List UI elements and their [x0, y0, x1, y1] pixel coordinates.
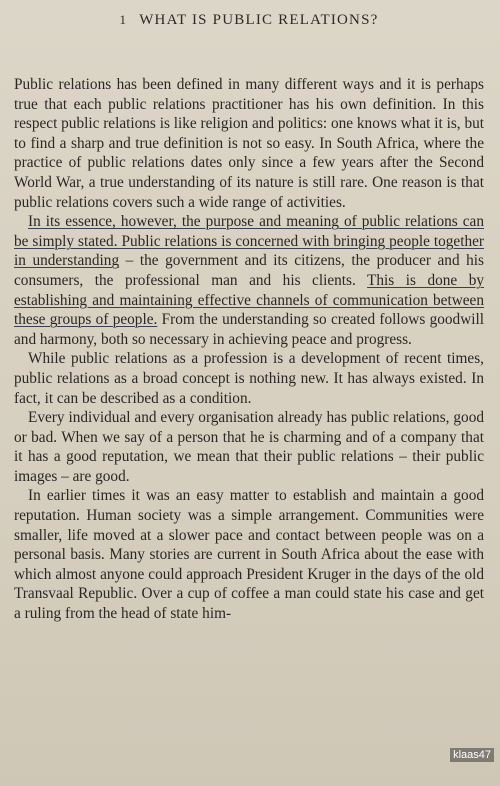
paragraph-4: Every individual and every organisation already has public relations, good or bad. When we say of a person that he is charming and of a company that it has a good reputation, we mean that their public relations – their public images – are good.: [14, 409, 484, 485]
paragraph-5: In earlier times it was an easy matter to establish and maintain a good reputation. Human society was a simple arrangement. Communities were smaller, life moved at a slower pace and contact between people was on a personal basis. Many stories are current in South Africa about the ease with which almost anyone could approach President Kruger in the days of the old Transvaal Republic. Over a cup of coffee a man could state his case and get a ruling from the head of state him-: [14, 487, 484, 623]
watermark: klaas47: [450, 748, 494, 762]
chapter-header: [14, 12, 484, 29]
paragraph-2-text-2: From the understanding so created follows goodwill and harmony, both so necessary in achieving peace and progress.: [14, 311, 484, 348]
underlined-passage-2: This is done by establishing and maintaining effective channels of communication between these groups of people.: [14, 271, 484, 329]
paragraph-1: Public relations has been defined in many different ways and it is perhaps true that each public relations practitioner has his own definition. In this respect public relations is like religion and politics: one knows what it is, but to find a sharp and true definition is not so easy. In South Africa, where the practice of public relations dates only since a few years after the Second World War, a true understanding of its nature is still rare. One reason is that public relations covers such a wide range of activities.: [14, 76, 484, 211]
chapter-number: 1: [119, 12, 128, 27]
paragraph-2-text-1: – the government and its citizens, the producer and his consumers, the professional man and his clients.: [14, 252, 484, 289]
underlined-passage-1: In its essence, however, the purpose and meaning of public relations can be simply stated. Public relations is concerned with bringing people together in understanding: [14, 213, 484, 270]
paragraph-2: [14, 212, 484, 349]
paragraph-3: While public relations as a profession is a development of recent times, public relations as a broad concept is nothing new. It has always existed. In fact, it can be described as a condition.: [14, 350, 484, 407]
chapter-title: WHAT IS PUBLIC RELATIONS?: [139, 12, 379, 28]
